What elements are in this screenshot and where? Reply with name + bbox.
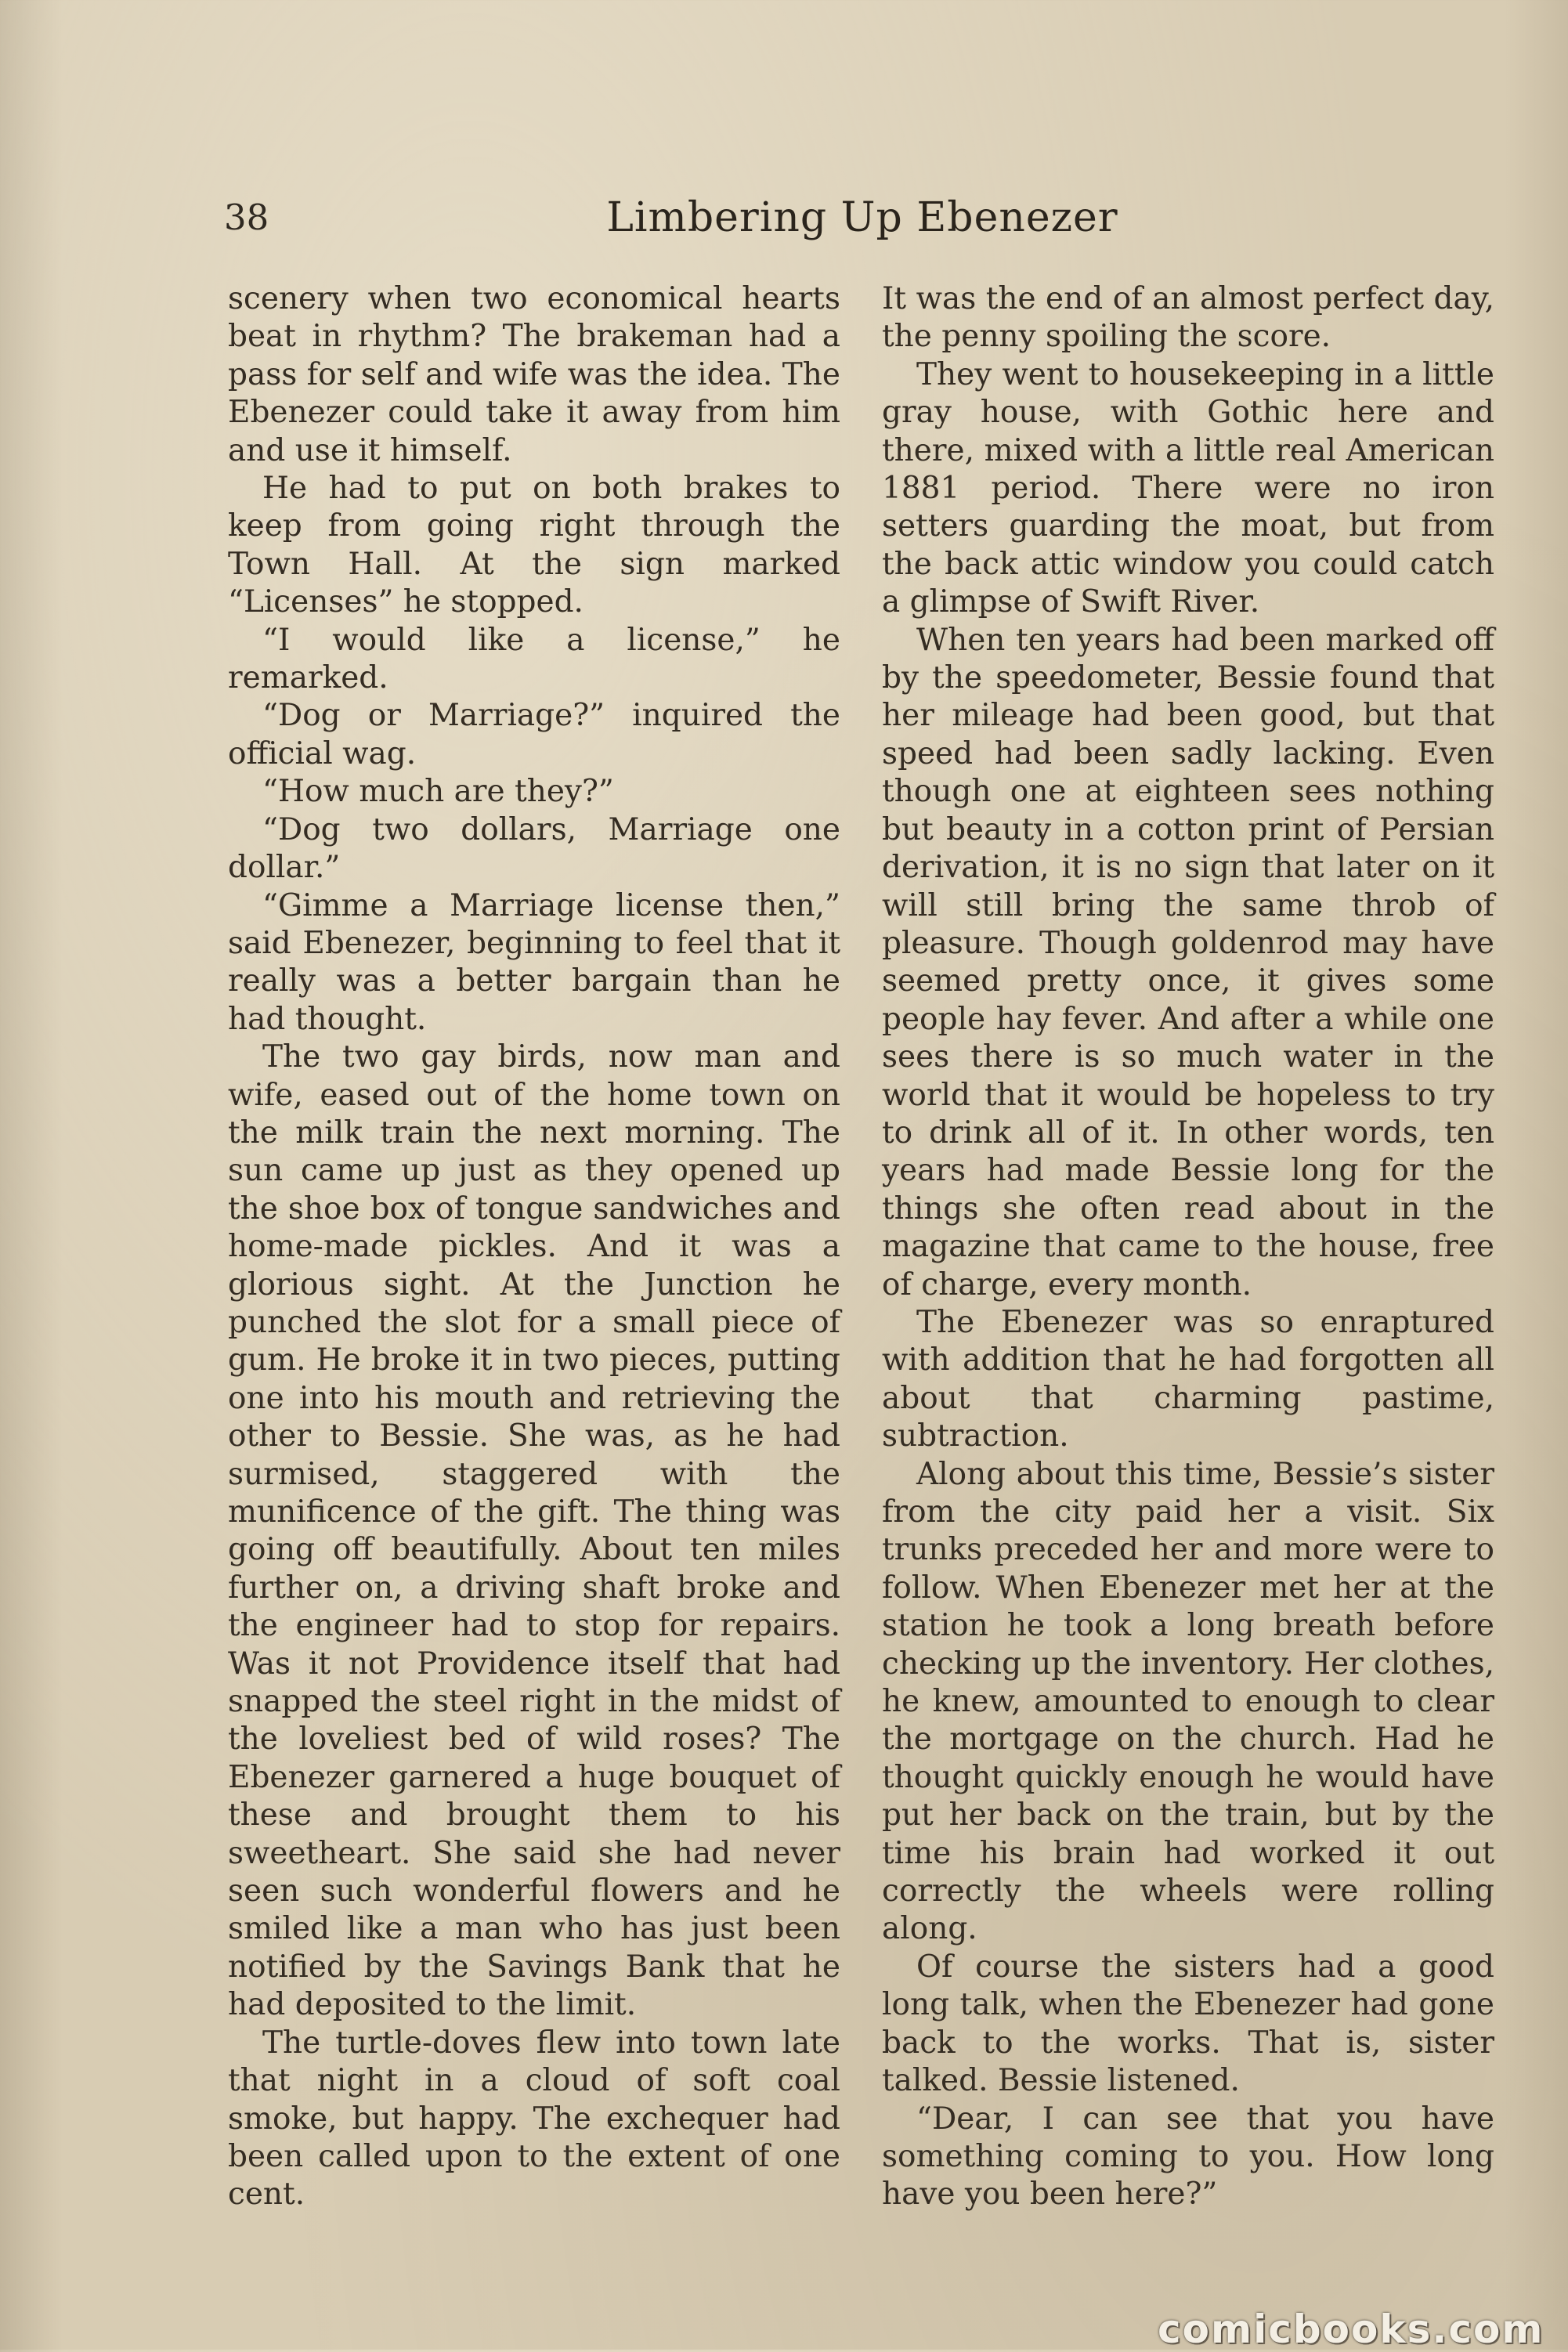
paragraph: They went to housekeeping in a little gray house, with Gothic here and there, mixed with a little real American 1881 period. There were no iron setters guarding the moat, but from the back attic window you could catch a glimpse of Swift River. (882, 356, 1494, 620)
page-header (224, 194, 1501, 249)
paragraph: He had to put on both brakes to keep from going right through the Town Hall. At the sign marked “Licenses” he stopped. (228, 471, 840, 620)
left-text-column (228, 280, 840, 2214)
paragraph: It was the end of an almost perfect day, the penny spoiling the score. (882, 281, 1494, 355)
paragraph: “Dog or Marriage?” inquired the official wag. (228, 698, 840, 771)
paragraph: “Dog two dollars, Marriage one dollar.” (228, 811, 840, 886)
right-text-column (882, 280, 1494, 2214)
paragraph: scenery when two economical hearts beat in rhythm? The brakeman had a pass for self and wife was the idea. The Ebenezer could take it away from him and use it himself. (228, 281, 840, 468)
page-number: 38 (224, 197, 269, 238)
paragraph: Of course the sisters had a good long talk, when the Ebenezer had gone back to the works. That is, sister talked. Bessie listened. (882, 1949, 1494, 2099)
paragraph: When ten years had been marked off by the speedometer, Bessie found that her mileage had been good, but that speed had been sadly lacking. Even though one at eighteen sees nothing but beauty in a cotton print of Persian derivation, it is no sign that later on it will still bring the same throb of pleasure. Though goldenrod may have seemed pretty once, it gives some people hay fever. And after a while one sees there is so much water in the world that it would be hopeless to try to drink all of it. In other words, ten years had made Bessie long for the things she often read about in the magazine that came to the house, free of charge, every month. (882, 622, 1494, 1302)
paragraph: Along about this time, Bessie’s sister from the city paid her a visit. Six trunks preceded her and more were to follow. When Ebenezer met her at the station he took a long breath before checking up the inventory. Her clothes, he knew, amounted to enough to clear the mortgage on the church. Had he thought quickly enough he would have put her back on the train, but by the time his brain had worked it out correctly the wheels were rolling along. (882, 1456, 1494, 1947)
paragraph: The turtle-doves flew into town late that night in a cloud of soft coal smoke, but happy. The exchequer had been called upon to the extent of one cent. (228, 2025, 840, 2213)
paragraph: The two gay birds, now man and wife, eased out of the home town on the milk train the next morning. The sun came up just as they opened up the shoe box of tongue sandwiches and home-made pickles. And it was a glorious sight. At the Junction he punched the slot for a small piece of gum. He broke it in two pieces, putting one into his mouth and retrieving the other to Bessie. She was, as he had surmised, staggered with the munificence of the gift. The thing was going off beautifully. About ten miles further on, a driving shaft broke and the engineer had to stop for repairs. Was it not Providence itself that had snapped the steel right in the midst of the loveliest bed of wild roses? The Ebenezer garnered a huge bouquet of these and brought them to his sweetheart. She said she had never seen such wonderful flowers and he smiled like a man who has just been notified by the Savings Bank that he had deposited to the limit. (228, 1039, 840, 2023)
paragraph: “I would like a license,” he remarked. (228, 622, 840, 696)
source-watermark: comicbooks.com (1158, 2307, 1545, 2352)
paragraph: “How much are they?” (262, 774, 614, 810)
paragraph: “Gimme a Marriage license then,” said Ebenezer, beginning to feel that it really was a better bargain than he had thought. (228, 887, 840, 1037)
running-title: Limbering Up Ebenezer (606, 194, 1118, 241)
paragraph: The Ebenezer was so enraptured with addition that he had forgotten all about that charming pastime, subtraction. (882, 1304, 1494, 1454)
paragraph: “Dear, I can see that you have something coming to you. How long have you been here?” (882, 2101, 1494, 2213)
